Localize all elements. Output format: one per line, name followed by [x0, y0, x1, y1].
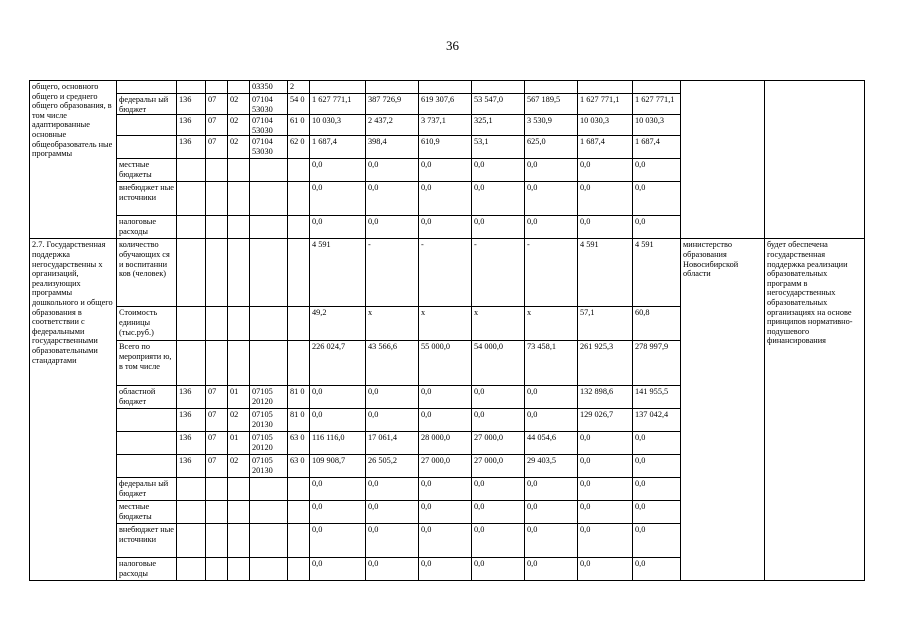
y5-cell: 132 898,6 [578, 386, 633, 409]
rz-cell [206, 501, 228, 524]
measure-name-cell: 2.7. Государственная поддержка негосударственны х организаций, реализующих программы дошкольного и общего образования в соответствии с федеральными государственными образовательными стандартами [30, 239, 117, 581]
grbs-cell [177, 307, 206, 341]
rz-cell: 07 [206, 432, 228, 455]
y1-cell: 0,0 [366, 409, 419, 432]
value-cell [525, 81, 578, 94]
grbs-cell [177, 182, 206, 216]
y5-cell: 10 030,3 [578, 115, 633, 136]
grbs-cell: 136 [177, 115, 206, 136]
total-cell: 1 627 771,1 [310, 94, 366, 115]
y5-cell: 0,0 [578, 478, 633, 501]
result-cell: будет обеспечена государственная поддержка реализации образовательных программ в негосударственных образовательных организациях на основе принципов нормативно-подушевого финансирования [765, 239, 865, 581]
y6-cell: 278 997,9 [633, 341, 681, 386]
rz-cell [206, 307, 228, 341]
y2-cell: 0,0 [419, 159, 472, 182]
vr-cell [288, 478, 310, 501]
total-cell: 0,0 [310, 216, 366, 239]
source-cell [117, 115, 177, 136]
grbs-cell [177, 524, 206, 558]
pr-cell: 01 [228, 432, 250, 455]
y2-cell: 0,0 [419, 182, 472, 216]
y3-cell: 54 000,0 [472, 341, 525, 386]
y2-cell: 27 000,0 [419, 455, 472, 478]
y5-cell: 0,0 [578, 182, 633, 216]
source-cell: количество обучающих ся и воспитанни ков (человек) [117, 239, 177, 307]
y3-cell: 53,1 [472, 136, 525, 159]
kbk-cell [250, 501, 288, 524]
vr-cell: 54 0 [288, 94, 310, 115]
y5-cell: 1 627 771,1 [578, 94, 633, 115]
y1-cell: 0,0 [366, 182, 419, 216]
kbk-cell: 07105 20120 [250, 432, 288, 455]
y1-cell: 0,0 [366, 558, 419, 581]
y1-cell: 398,4 [366, 136, 419, 159]
grbs-cell [177, 216, 206, 239]
grbs-cell: 136 [177, 455, 206, 478]
value-cell [310, 81, 366, 94]
source-cell: федеральн ый бюджет [117, 478, 177, 501]
vr-cell: 63 0 [288, 432, 310, 455]
y5-cell: 4 591 [578, 239, 633, 307]
pr-cell [228, 81, 250, 94]
y2-cell: 619 307,6 [419, 94, 472, 115]
y4-cell: 0,0 [525, 558, 578, 581]
value-cell [633, 81, 681, 94]
total-cell: 10 030,3 [310, 115, 366, 136]
grbs-cell [177, 159, 206, 182]
rz-cell [206, 524, 228, 558]
kbk-cell: 07105 20120 [250, 386, 288, 409]
source-cell [117, 409, 177, 432]
y6-cell: 0,0 [633, 216, 681, 239]
source-cell [117, 81, 177, 94]
grbs-cell [177, 81, 206, 94]
grbs-cell: 136 [177, 136, 206, 159]
rz-cell [206, 81, 228, 94]
grbs-cell [177, 478, 206, 501]
y4-cell: 567 189,5 [525, 94, 578, 115]
total-cell: 0,0 [310, 409, 366, 432]
total-cell: 4 591 [310, 239, 366, 307]
y6-cell: 0,0 [633, 558, 681, 581]
vr-cell: 81 0 [288, 386, 310, 409]
kbk-cell [250, 182, 288, 216]
y1-cell: 0,0 [366, 159, 419, 182]
rz-cell [206, 341, 228, 386]
total-cell: 0,0 [310, 159, 366, 182]
y5-cell: 129 026,7 [578, 409, 633, 432]
y2-cell: - [419, 239, 472, 307]
grbs-cell: 136 [177, 432, 206, 455]
kbk-cell: 07104 53030 [250, 136, 288, 159]
y4-cell: 0,0 [525, 524, 578, 558]
y4-cell: 0,0 [525, 386, 578, 409]
vr-cell: 2 [288, 81, 310, 94]
total-cell: 116 116,0 [310, 432, 366, 455]
y2-cell: x [419, 307, 472, 341]
source-cell: Стоимость единицы (тыс.руб.) [117, 307, 177, 341]
pr-cell [228, 216, 250, 239]
y5-cell: 0,0 [578, 159, 633, 182]
y3-cell: 27 000,0 [472, 455, 525, 478]
y2-cell: 28 000,0 [419, 432, 472, 455]
value-cell [472, 81, 525, 94]
y3-cell: 0,0 [472, 159, 525, 182]
source-cell: федеральн ый бюджет [117, 94, 177, 115]
pr-cell: 02 [228, 94, 250, 115]
kbk-cell: 07105 20130 [250, 455, 288, 478]
y1-cell: 387 726,9 [366, 94, 419, 115]
kbk-cell [250, 239, 288, 307]
rz-cell [206, 558, 228, 581]
vr-cell [288, 307, 310, 341]
source-cell [117, 136, 177, 159]
rz-cell [206, 216, 228, 239]
total-cell: 0,0 [310, 386, 366, 409]
y1-cell: 2 437,2 [366, 115, 419, 136]
vr-cell [288, 216, 310, 239]
kbk-cell [250, 478, 288, 501]
y5-cell: 261 925,3 [578, 341, 633, 386]
vr-cell [288, 239, 310, 307]
y1-cell: - [366, 239, 419, 307]
y3-cell: 27 000,0 [472, 432, 525, 455]
grbs-cell: 136 [177, 409, 206, 432]
total-cell: 226 024,7 [310, 341, 366, 386]
y3-cell: 0,0 [472, 478, 525, 501]
rz-cell: 07 [206, 136, 228, 159]
y6-cell: 0,0 [633, 524, 681, 558]
grbs-cell [177, 239, 206, 307]
grbs-cell [177, 501, 206, 524]
y2-cell: 0,0 [419, 524, 472, 558]
rz-cell [206, 239, 228, 307]
kbk-cell [250, 558, 288, 581]
kbk-cell [250, 159, 288, 182]
vr-cell [288, 182, 310, 216]
budget-table [29, 80, 865, 581]
y2-cell: 55 000,0 [419, 341, 472, 386]
y2-cell: 0,0 [419, 501, 472, 524]
y4-cell: 625,0 [525, 136, 578, 159]
y4-cell: 0,0 [525, 409, 578, 432]
y6-cell: 1 687,4 [633, 136, 681, 159]
vr-cell: 81 0 [288, 409, 310, 432]
y3-cell: 0,0 [472, 558, 525, 581]
pr-cell: 02 [228, 115, 250, 136]
y1-cell: 0,0 [366, 216, 419, 239]
y2-cell: 0,0 [419, 409, 472, 432]
y2-cell: 3 737,1 [419, 115, 472, 136]
pr-cell [228, 307, 250, 341]
source-cell: внебюджет ные источники [117, 524, 177, 558]
y5-cell: 1 687,4 [578, 136, 633, 159]
y6-cell: 141 955,5 [633, 386, 681, 409]
y5-cell: 0,0 [578, 432, 633, 455]
y1-cell: 0,0 [366, 478, 419, 501]
y2-cell: 610,9 [419, 136, 472, 159]
y6-cell: 0,0 [633, 159, 681, 182]
y4-cell: 0,0 [525, 159, 578, 182]
table-row [30, 81, 865, 94]
y5-cell: 0,0 [578, 558, 633, 581]
y6-cell: 10 030,3 [633, 115, 681, 136]
table-row [30, 239, 865, 307]
pr-cell: 02 [228, 409, 250, 432]
y4-cell: 73 458,1 [525, 341, 578, 386]
grbs-cell [177, 341, 206, 386]
pr-cell [228, 341, 250, 386]
total-cell: 0,0 [310, 501, 366, 524]
value-cell [419, 81, 472, 94]
y3-cell: 0,0 [472, 182, 525, 216]
y4-cell: 0,0 [525, 501, 578, 524]
y2-cell: 0,0 [419, 478, 472, 501]
rz-cell [206, 478, 228, 501]
y1-cell: 0,0 [366, 501, 419, 524]
pr-cell [228, 558, 250, 581]
kbk-cell [250, 341, 288, 386]
pr-cell: 01 [228, 386, 250, 409]
value-cell [578, 81, 633, 94]
vr-cell [288, 159, 310, 182]
y3-cell: 0,0 [472, 386, 525, 409]
executor-cell [681, 81, 765, 239]
vr-cell [288, 501, 310, 524]
source-cell: областной бюджет [117, 386, 177, 409]
pr-cell [228, 239, 250, 307]
executor-cell: министерство образования Новосибирской области [681, 239, 765, 581]
measure-name-cell: общего, основного общего и среднего общего образования, в том числе адаптированные основные общеобразователь ные программы [30, 81, 117, 239]
y4-cell: - [525, 239, 578, 307]
source-cell: налоговые расходы [117, 558, 177, 581]
y3-cell: 0,0 [472, 524, 525, 558]
y3-cell: 0,0 [472, 216, 525, 239]
y4-cell: 3 530,9 [525, 115, 578, 136]
y6-cell: 0,0 [633, 501, 681, 524]
y5-cell: 0,0 [578, 455, 633, 478]
vr-cell: 63 0 [288, 455, 310, 478]
pr-cell: 02 [228, 455, 250, 478]
y3-cell: - [472, 239, 525, 307]
pr-cell [228, 478, 250, 501]
source-cell [117, 455, 177, 478]
y5-cell: 57,1 [578, 307, 633, 341]
vr-cell [288, 524, 310, 558]
vr-cell: 61 0 [288, 115, 310, 136]
kbk-cell [250, 216, 288, 239]
rz-cell: 07 [206, 409, 228, 432]
y6-cell: 137 042,4 [633, 409, 681, 432]
rz-cell [206, 159, 228, 182]
y1-cell: 17 061,4 [366, 432, 419, 455]
source-cell: внебюджет ные источники [117, 182, 177, 216]
y1-cell: 0,0 [366, 386, 419, 409]
y3-cell: 0,0 [472, 501, 525, 524]
y2-cell: 0,0 [419, 386, 472, 409]
kbk-cell: 03350 [250, 81, 288, 94]
y6-cell: 4 591 [633, 239, 681, 307]
y1-cell: 43 566,6 [366, 341, 419, 386]
y5-cell: 0,0 [578, 216, 633, 239]
vr-cell [288, 341, 310, 386]
y4-cell: 0,0 [525, 182, 578, 216]
y4-cell: 0,0 [525, 216, 578, 239]
kbk-cell: 07104 53030 [250, 94, 288, 115]
y3-cell: x [472, 307, 525, 341]
y1-cell: 26 505,2 [366, 455, 419, 478]
y2-cell: 0,0 [419, 216, 472, 239]
total-cell: 0,0 [310, 558, 366, 581]
total-cell: 0,0 [310, 478, 366, 501]
y3-cell: 53 547,0 [472, 94, 525, 115]
source-cell: местные бюджеты [117, 159, 177, 182]
y3-cell: 0,0 [472, 409, 525, 432]
source-cell: местные бюджеты [117, 501, 177, 524]
vr-cell [288, 558, 310, 581]
kbk-cell [250, 524, 288, 558]
pr-cell [228, 159, 250, 182]
rz-cell: 07 [206, 386, 228, 409]
rz-cell [206, 182, 228, 216]
y4-cell: 29 403,5 [525, 455, 578, 478]
y6-cell: 0,0 [633, 455, 681, 478]
y6-cell: 0,0 [633, 432, 681, 455]
kbk-cell: 07105 20130 [250, 409, 288, 432]
y2-cell: 0,0 [419, 558, 472, 581]
vr-cell: 62 0 [288, 136, 310, 159]
kbk-cell [250, 307, 288, 341]
total-cell: 1 687,4 [310, 136, 366, 159]
y1-cell: x [366, 307, 419, 341]
y3-cell: 325,1 [472, 115, 525, 136]
rz-cell: 07 [206, 115, 228, 136]
y1-cell: 0,0 [366, 524, 419, 558]
pr-cell [228, 524, 250, 558]
pr-cell: 02 [228, 136, 250, 159]
grbs-cell: 136 [177, 386, 206, 409]
source-cell: Всего по мероприяти ю, в том числе [117, 341, 177, 386]
total-cell: 109 908,7 [310, 455, 366, 478]
y6-cell: 60,8 [633, 307, 681, 341]
kbk-cell: 07104 53030 [250, 115, 288, 136]
total-cell: 49,2 [310, 307, 366, 341]
grbs-cell [177, 558, 206, 581]
grbs-cell: 136 [177, 94, 206, 115]
value-cell [366, 81, 419, 94]
source-cell [117, 432, 177, 455]
y4-cell: 0,0 [525, 478, 578, 501]
y6-cell: 1 627 771,1 [633, 94, 681, 115]
y4-cell: 44 054,6 [525, 432, 578, 455]
y5-cell: 0,0 [578, 501, 633, 524]
y4-cell: x [525, 307, 578, 341]
total-cell: 0,0 [310, 182, 366, 216]
page-number: 36 [446, 38, 459, 53]
y6-cell: 0,0 [633, 182, 681, 216]
y6-cell: 0,0 [633, 478, 681, 501]
pr-cell [228, 501, 250, 524]
source-cell: налоговые расходы [117, 216, 177, 239]
y5-cell: 0,0 [578, 524, 633, 558]
rz-cell: 07 [206, 94, 228, 115]
total-cell: 0,0 [310, 524, 366, 558]
result-cell [765, 81, 865, 239]
rz-cell: 07 [206, 455, 228, 478]
pr-cell [228, 182, 250, 216]
